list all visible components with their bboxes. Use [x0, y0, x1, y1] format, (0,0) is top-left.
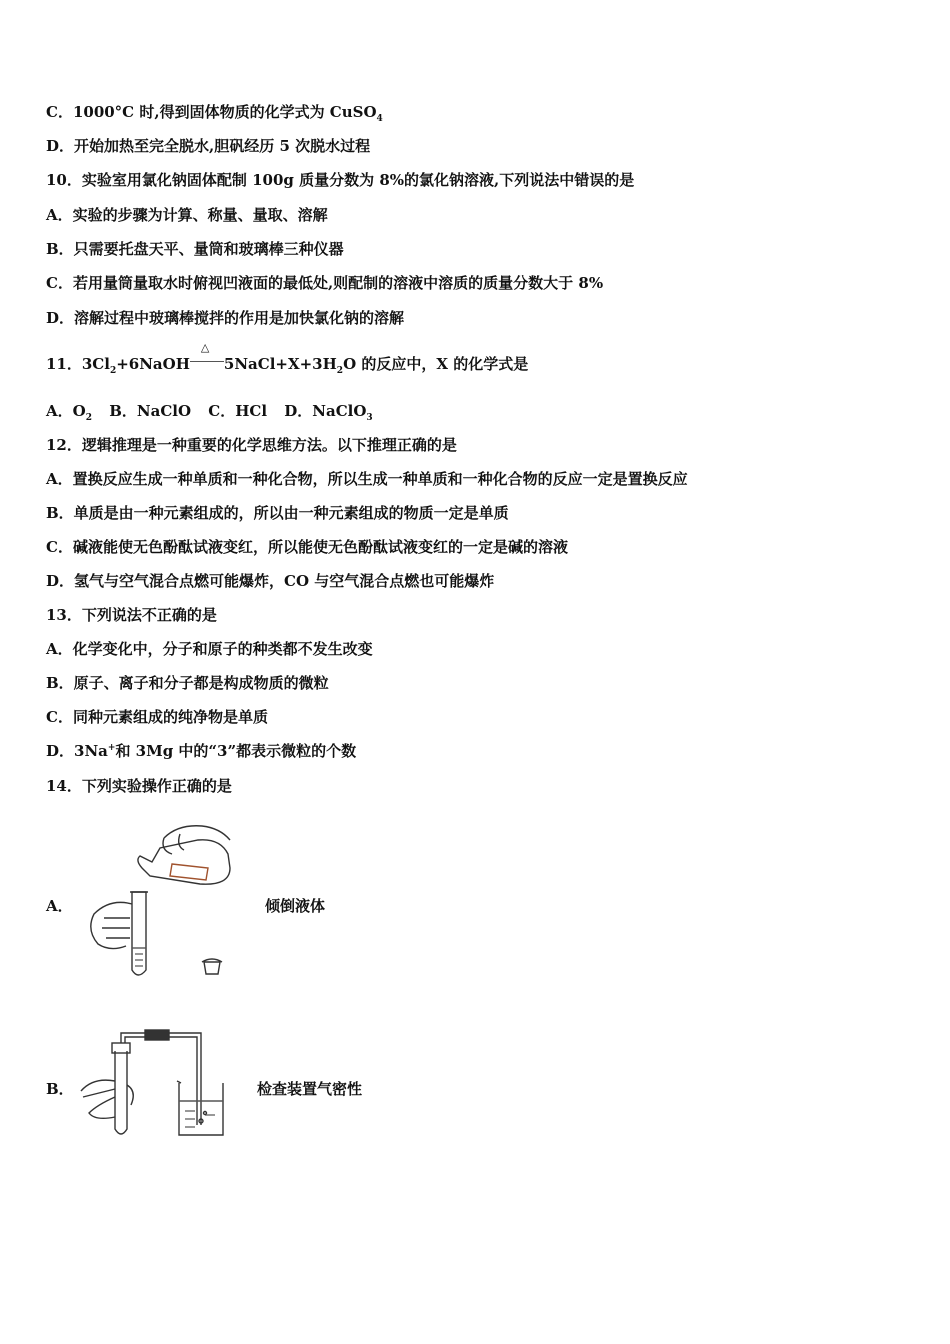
- q12-option-c: C．碱液能使无色酚酞试液变红，所以能使无色酚酞试液变红的一定是碱的溶液: [46, 538, 568, 556]
- pouring-liquid-illustration: [80, 820, 260, 990]
- heat-triangle-icon: △: [200, 341, 210, 354]
- q12-option-d: D．氢气与空气混合点燃可能爆炸，CO 与空气混合点燃也可能爆炸: [46, 572, 495, 590]
- q12-stem: 12．逻辑推理是一种重要的化学思维方法。以下推理正确的是: [46, 436, 457, 454]
- q11-options: A．$O_2$ B．NaClO C．HCl D．NaClO$_3$: [46, 402, 373, 423]
- q13-option-a: A．化学变化中，分子和原子的种类都不发生改变: [46, 640, 373, 658]
- q14-stem: 14．下列实验操作正确的是: [46, 777, 232, 795]
- reaction-condition-heat: [190, 341, 224, 374]
- q9-option-c: C．1000°C 时,得到固体物质的化学式为 CuSO$_4$: [46, 103, 383, 124]
- q11-stem: 11．$3Cl_2+6NaOH$ △ $5NaCl+X+3H_2O$ 的反应中，X 的化学式是: [46, 354, 528, 374]
- q13-option-d: D．3Na+和 3Mg 中的“3”都表示微粒的个数: [46, 742, 357, 760]
- airtightness-check-illustration: [75, 1025, 235, 1140]
- q13-stem: 13．下列说法不正确的是: [46, 606, 217, 624]
- q12-option-a: A．置换反应生成一种单质和一种化合物，所以生成一种单质和一种化合物的反应一定是置换反应: [46, 470, 688, 488]
- q13-option-b: B．原子、离子和分子都是构成物质的微粒: [46, 674, 329, 692]
- q14-option-b-caption: 检查装置气密性: [257, 1080, 363, 1098]
- q12-option-b: B．单质是由一种元素组成的，所以由一种元素组成的物质一定是单质: [46, 504, 509, 522]
- q10-option-a: A．实验的步骤为计算、称量、量取、溶解: [46, 206, 328, 224]
- q9-option-d: D．开始加热至完全脱水,胆矾经历 5 次脱水过程: [46, 137, 371, 155]
- q10-option-b: B．只需要托盘天平、量筒和玻璃棒三种仪器: [46, 240, 344, 258]
- q10-stem: 10．实验室用氯化钠固体配制 100g 质量分数为 8%的氯化钠溶液,下列说法中错误的是: [46, 171, 635, 189]
- q14-option-a-label: A．: [46, 897, 73, 915]
- q14-option-a-caption: 倾倒液体: [265, 897, 326, 915]
- q13-option-c: C．同种元素组成的纯净物是单质: [46, 708, 268, 726]
- q10-option-c: C．若用量筒量取水时俯视凹液面的最低处,则配制的溶液中溶质的质量分数大于 8%: [46, 274, 604, 292]
- q14-option-b-label: B．: [46, 1080, 74, 1098]
- q10-option-d: D．溶解过程中玻璃棒搅拌的作用是加快氯化钠的溶解: [46, 309, 405, 327]
